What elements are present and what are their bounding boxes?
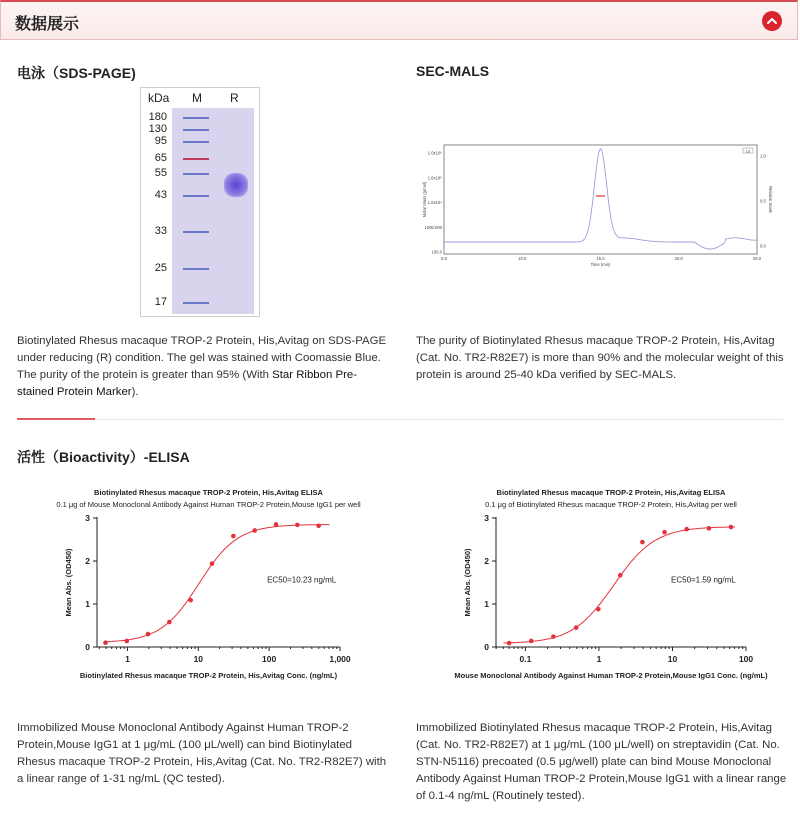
- sds-page-gel-image: [140, 87, 260, 317]
- data-point: [684, 527, 689, 532]
- sec-mals-caption: The purity of Biotinylated Rhesus macaque TROP-2 Protein, His,Avitag (Cat. No. TR2-R82E7) is more than 90% and the molecular weight of this protein is around 25-40 kDa verified by SEC-MALS.: [416, 335, 784, 381]
- section-header: [0, 0, 798, 40]
- data-point: [618, 573, 623, 578]
- x-tick-label: 5.0: [441, 256, 447, 261]
- marker-band: [183, 129, 209, 131]
- x-tick-label: 10: [667, 654, 678, 664]
- marker-band: [183, 141, 209, 143]
- data-point: [729, 525, 734, 530]
- legend-text: LS: [745, 149, 751, 154]
- y-axis-label: Mean Abs. (OD450): [463, 548, 472, 617]
- marker-band: [183, 173, 209, 175]
- x-tick-label: 15.0: [596, 256, 605, 261]
- marker-band: [183, 231, 209, 233]
- sec-mals-chart: [416, 140, 778, 275]
- data-point: [551, 634, 556, 639]
- x-tick-label: 1: [596, 654, 602, 664]
- y-tick-label: 3: [484, 513, 489, 523]
- y-right-tick-label: 0.0: [760, 243, 766, 249]
- y-right-axis-label: Relative Scale: [768, 186, 773, 213]
- x-tick-label: 0.1: [519, 654, 532, 664]
- data-point: [252, 528, 257, 533]
- y-tick-label: 1: [484, 599, 489, 609]
- elisa-chart-1-svg: [40, 484, 380, 689]
- gel-header-m: M: [192, 91, 202, 105]
- y-tick-label: 3: [85, 513, 90, 523]
- data-point: [231, 534, 236, 539]
- chart-subtitle: 0.1 μg of Biotinylated Rhesus macaque TROP-2 Protein, His,Avitag per well: [485, 500, 737, 509]
- gel-marker-label: 17: [154, 296, 167, 308]
- gel-marker-label: 95: [154, 135, 167, 147]
- y-tick-label: 2: [484, 556, 489, 566]
- y-left-tick-label: 1.0x10⁶: [427, 150, 442, 156]
- data-point: [507, 641, 512, 646]
- y-right-tick-label: 1.0: [760, 153, 766, 159]
- chevron-up-icon: [762, 11, 782, 31]
- y-right-tick-label: 0.5: [760, 198, 766, 204]
- data-point: [210, 561, 215, 566]
- x-axis-label: Mouse Monoclonal Antibody Against Human TROP-2 Protein,Mouse IgG1 Conc. (ng/mL): [454, 671, 768, 680]
- data-point: [529, 639, 534, 644]
- gel-header-r: R: [230, 91, 239, 105]
- data-point: [167, 620, 172, 625]
- fit-curve: [503, 527, 735, 643]
- y-left-tick-label: 1.0x10⁴: [427, 200, 442, 205]
- data-point: [146, 632, 151, 637]
- gel-marker-label: 130: [148, 123, 167, 135]
- chart-title: Biotinylated Rhesus macaque TROP-2 Protein, His,Avitag ELISA: [94, 488, 323, 497]
- plot-frame: [444, 145, 757, 254]
- gel-marker-label: 55: [154, 167, 167, 179]
- marker-band: [183, 268, 209, 270]
- sds-page-title: 电泳（SDS-PAGE): [17, 65, 136, 81]
- sec-mals-title: SEC-MALS: [416, 63, 490, 79]
- data-point: [295, 523, 300, 528]
- data-point: [188, 598, 193, 603]
- sds-page-caption: Biotinylated Rhesus macaque TROP-2 Protein, His,Avitag on SDS-PAGE under reducing (R) condition. The gel was stained with Coomassie Blue. The purity of the protein is greater than 95% (With Star Ribbon Pre-stained Protein Marker).: [17, 335, 387, 398]
- x-tick-label: 100: [262, 654, 277, 664]
- gel-marker-label: 43: [154, 189, 167, 201]
- section-title: 数据展示: [15, 16, 80, 33]
- data-point: [125, 639, 130, 644]
- ec50-annotation: EC50=10.23 ng/mL: [267, 575, 337, 585]
- x-tick-label: 10: [193, 654, 204, 664]
- marker-product-link[interactable]: Star Ribbon Pre-stained Protein Marker: [17, 369, 357, 398]
- gel-marker-label: 180: [148, 111, 167, 123]
- sample-band: [224, 173, 248, 197]
- marker-band: [183, 302, 209, 304]
- gel-marker-label: 65: [154, 152, 167, 164]
- data-point: [316, 523, 321, 528]
- x-tick-label: 20.0: [674, 256, 683, 261]
- data-point: [574, 625, 579, 630]
- x-tick-label: 10.0: [518, 256, 527, 261]
- chart-subtitle: 0.1 μg of Mouse Monoclonal Antibody Against Human TROP-2 Protein,Mouse IgG1 per well: [56, 500, 361, 509]
- gel-header-kda: kDa: [148, 91, 170, 105]
- elisa-chart-2-svg: [420, 484, 790, 689]
- data-point: [103, 640, 108, 645]
- x-tick-label: 25.0: [752, 256, 762, 261]
- y-axis-label: Mean Abs. (OD450): [64, 548, 73, 617]
- bioactivity-title: 活性（Bioactivity）-ELISA: [17, 449, 190, 465]
- elisa-chart-1: [40, 484, 380, 694]
- collapse-button[interactable]: [762, 11, 782, 31]
- y-left-tick-label: 1.0x10⁵: [427, 175, 442, 181]
- data-point: [707, 526, 712, 531]
- divider-accent: [17, 418, 95, 420]
- x-tick-label: 1: [125, 654, 130, 664]
- elisa-1-caption: Immobilized Mouse Monoclonal Antibody Against Human TROP-2 Protein,Mouse IgG1 at 1 μg/mL (100 μL/well) can bind Biotinylated Rhesus macaque TROP-2 Protein, His,Avitag (Cat. No. TR2-R82E7) with a linear range of 1-31 ng/mL (QC tested).: [17, 722, 387, 785]
- y-tick-label: 2: [85, 556, 90, 566]
- y-tick-label: 1: [85, 599, 90, 609]
- elisa-chart-2: [420, 484, 790, 694]
- ec50-annotation: EC50=1.59 ng/mL: [671, 575, 736, 585]
- y-tick-label: 0: [484, 642, 489, 652]
- data-point: [274, 522, 279, 527]
- y-left-tick-label: 1000.000: [424, 224, 442, 230]
- y-left-tick-label: 100.0: [431, 249, 442, 255]
- elisa-2-caption: Immobilized Biotinylated Rhesus macaque TROP-2 Protein, His,Avitag (Cat. No. TR2-R82E7) at 1 μg/mL (100 μL/well) on streptavidin (Cat. No. STN-N5116) precoated (0.5 μg/well) plate can bind Mouse Monoclonal Antibody Against Human TROP-2 Protein,Mouse IgG1 with a linear range of 0.1-4 ng/mL (Routinely tested).: [416, 722, 787, 802]
- x-axis-label: Biotinylated Rhesus macaque TROP-2 Protein, His,Avitag Conc. (ng/mL): [79, 671, 338, 680]
- y-tick-label: 0: [85, 642, 90, 652]
- x-tick-label: 1,000: [329, 654, 351, 664]
- marker-band: [183, 158, 209, 160]
- marker-band: [183, 117, 209, 119]
- gel-marker-label: 25: [154, 262, 167, 274]
- data-point: [596, 607, 601, 612]
- y-left-axis-label: Molar Mass (g/mol): [422, 181, 427, 218]
- data-point: [662, 530, 667, 535]
- x-tick-label: 100: [738, 654, 754, 664]
- gel-lanes: [172, 108, 254, 314]
- sec-mals-svg: [416, 140, 778, 270]
- section-divider: [17, 419, 783, 420]
- data-point: [640, 540, 645, 545]
- x-axis-label: Time (min): [590, 262, 611, 267]
- marker-band: [183, 195, 209, 197]
- chart-title: Biotinylated Rhesus macaque TROP-2 Protein, His,Avitag ELISA: [496, 488, 726, 497]
- gel-marker-label: 33: [154, 225, 167, 237]
